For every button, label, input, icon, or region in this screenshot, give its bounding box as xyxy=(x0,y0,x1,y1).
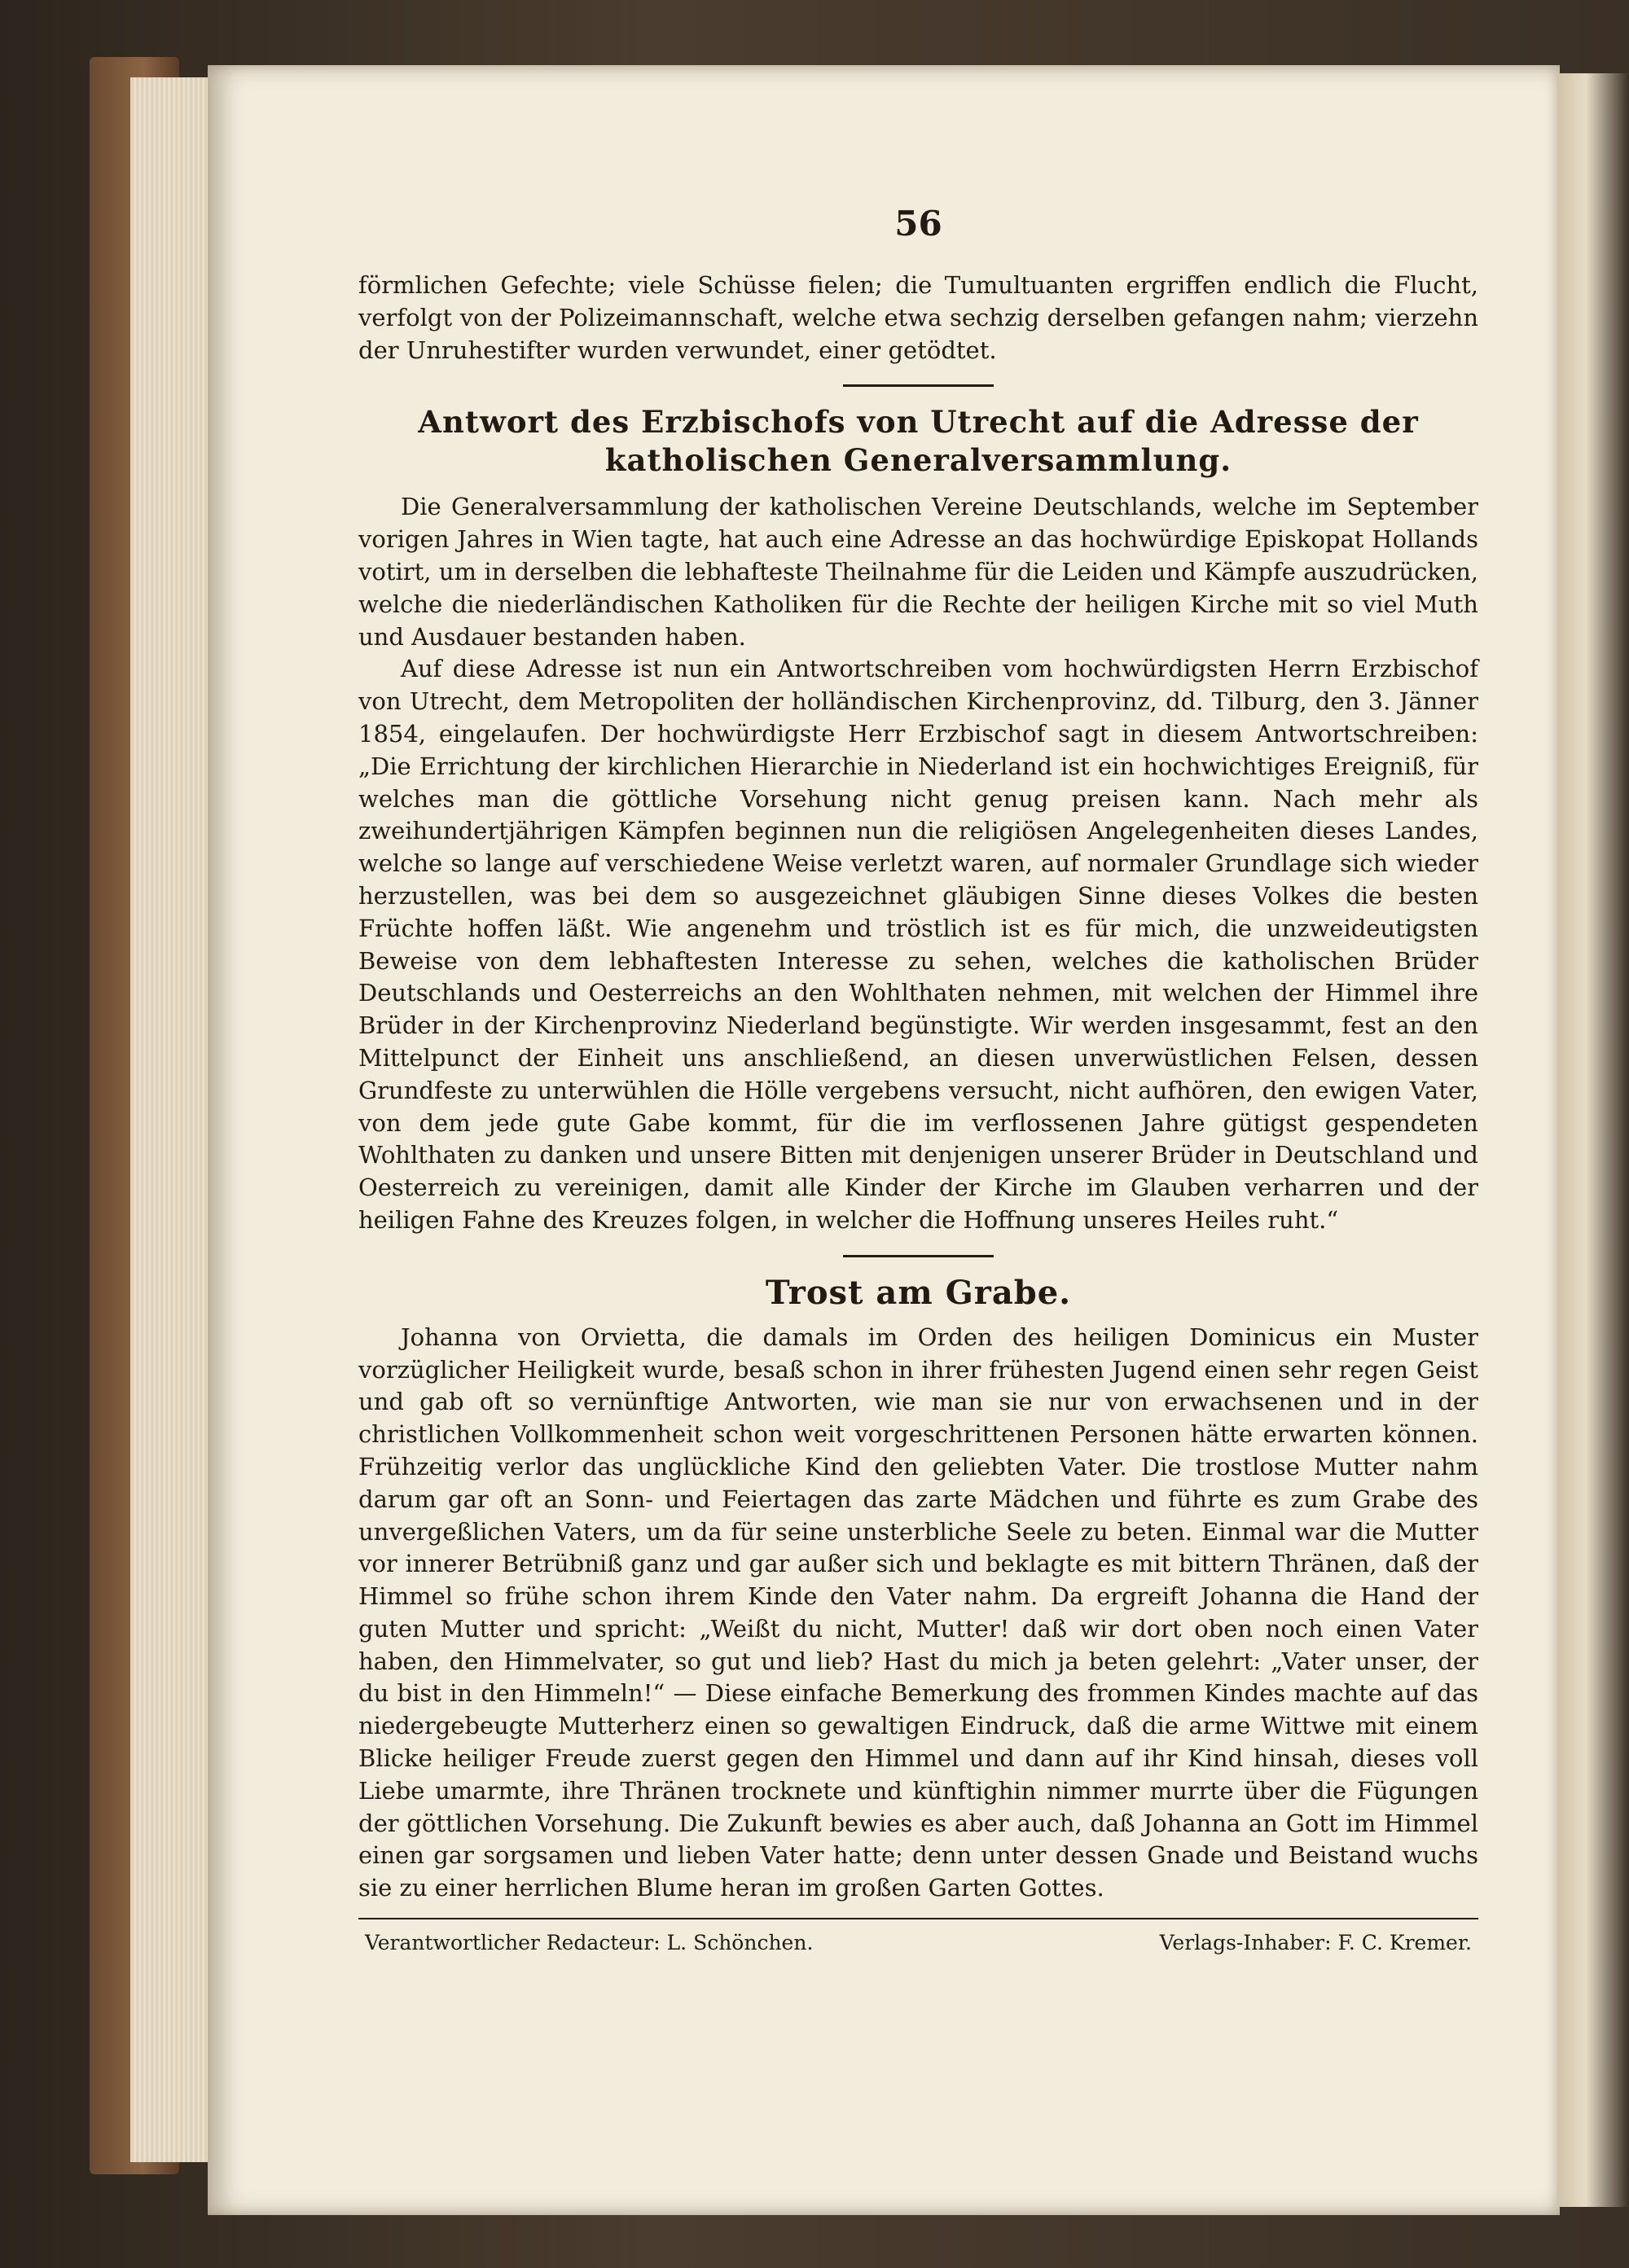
footer-publisher: Verlags-Inhaber: F. C. Kremer. xyxy=(1159,1931,1472,1955)
body-paragraph: Johanna von Orvietta, die damals im Orden des heiligen Dominicus ein Muster vorzüglicher Heiligkeit wurde, besaß schon in ihrer frühesten Jugend einen sehr regen Geist und gab oft so vernünftige Antworten, wie man sie nur von erwachsenen und in der christlichen Vollkommenheit schon weit vorgeschrittenen Personen hätte erwarten können. Frühzeitig verlor das unglückliche Kind den geliebten Vater. Die trostlose Mutter nahm darum gar oft an Sonn- und Feiertagen das zarte Mädchen und führte es zum Grabe des unvergeßlichen Vaters, um da für seine unsterbliche Seele zu beten. Einmal war die Mutter vor innerer Betrübniß ganz und gar außer sich und beklagte es mit bittern Thränen, daß der Himmel so frühe schon ihrem Kinde den Vater nahm. Da ergreift Johanna die Hand der guten Mutter und spricht: „Weißt du nicht, Mutter! daß wir dort oben noch einen Vater haben, den Himmelvater, so gut und lieb? Hast du mich ja beten gelehrt: „Vater unser, der du bist in den Himmeln!“ — Diese einfache Bemerkung des frommen Kindes machte auf das niedergebeugte Mutterherz einen so gewaltigen Eindruck, daß die arme Wittwe mit einem Blicke heiliger Freude zuerst gegen den Himmel und dann auf ihr Kind hinsah, dieses voll Liebe umarmte, ihre Thränen trocknete und künftighin nimmer murrte über die Fügungen der göttlichen Vorsehung. Die Zukunft bewies es aber auch, daß Johanna an Gott im Himmel einen gar sorgsamen und lieben Vater hatte; denn unter dessen Gnade und Beistand wuchs sie zu einer herrlichen Blume heran im großen Garten Gottes. xyxy=(358,1323,1478,1902)
section-heading-trost: Trost am Grabe. xyxy=(765,1273,1072,1312)
page-content xyxy=(358,204,1478,1954)
body-paragraph: Die Generalversammlung der katholischen Vereine Deutschlands, welche im September vorigen Jahres in Wien tagte, hat auch eine Adresse an das hochwürdige Episkopat Hollands votirt, um in derselben die lebhafteste Theilnahme für die Leiden und Kämpfe auszudrücken, welche die niederländischen Katholiken für die Rechte der heiligen Kirche mit so viel Muth und Ausdauer bestanden haben. xyxy=(358,493,1478,651)
footer-divider xyxy=(358,1918,1478,1919)
continued-paragraph: förmlichen Gefechte; viele Schüsse fielen; die Tumultuanten ergriffen endlich die Flucht, verfolgt von der Polizeimannschaft, welche etwa sechzig derselben gefangen nahm; vierzehn der Unruhestifter wurden verwundet, einer getödtet. xyxy=(358,271,1478,364)
page-number: 56 xyxy=(894,204,942,243)
section-heading-archbishop: Antwort des Erzbischofs von Utrecht auf die Adresse der katholischen Generalversammlung. xyxy=(418,404,1419,479)
footer-editor: Verantwortlicher Redacteur: L. Schönchen. xyxy=(365,1931,814,1955)
facing-page-edge xyxy=(1557,73,1629,2207)
body-paragraph: Auf diese Adresse ist nun ein Antwortschreiben vom hochwürdigsten Herrn Erzbischof von Utrecht, dem Metropoliten der holländischen Kirchenprovinz, dd. Tilburg, den 3. Jänner 1854, eingelaufen. Der hochwürdigste Herr Erzbischof sagt in diesem Antwortschreiben: „Die Errichtung der kirchlichen Hierarchie in Niederland ist ein hochwichtiges Ereigniß, für welches man die göttliche Vorsehung nicht genug preisen kann. Nach mehr als zweihundertjährigen Kämpfen beginnen nun die religiösen Angelegenheiten dieses Landes, welche so lange auf verschiedene Weise verletzt waren, auf normaler Grundlage sich wieder herzustellen, was bei dem so ausgezeichnet gläubigen Sinne dieses Volkes die besten Früchte hoffen läßt. Wie angenehm und tröstlich ist es für mich, die unzweideutigsten Beweise von dem lebhaftesten Interesse zu sehen, welches die katholischen Brüder Deutschlands und Oesterreichs an den Wohlthaten nehmen, mit welchen der Himmel ihre Brüder in der Kirchenprovinz Niederland begünstigte. Wir werden insgesammt, fest an den Mittelpunct der Einheit uns anschließend, an diesen unverwüstlichen Felsen, dessen Grundfeste zu unterwühlen die Hölle vergebens versucht, nicht aufhören, den ewigen Vater, von dem jede gute Gabe kommt, für die im verflossenen Jahre gütigst gespendeten Wohlthaten zu danken und unsere Bitten mit denjenigen unserer Brüder in Deutschland und Oesterreich zu vereinigen, damit alle Kinder der Kirche im Glauben verharren und der heiligen Fahne des Kreuzes folgen, in welcher die Hoffnung unseres Heiles ruht.“ xyxy=(358,655,1478,1234)
page-footer xyxy=(358,1931,1478,1954)
section-divider xyxy=(843,1255,994,1257)
section-divider xyxy=(843,384,994,387)
